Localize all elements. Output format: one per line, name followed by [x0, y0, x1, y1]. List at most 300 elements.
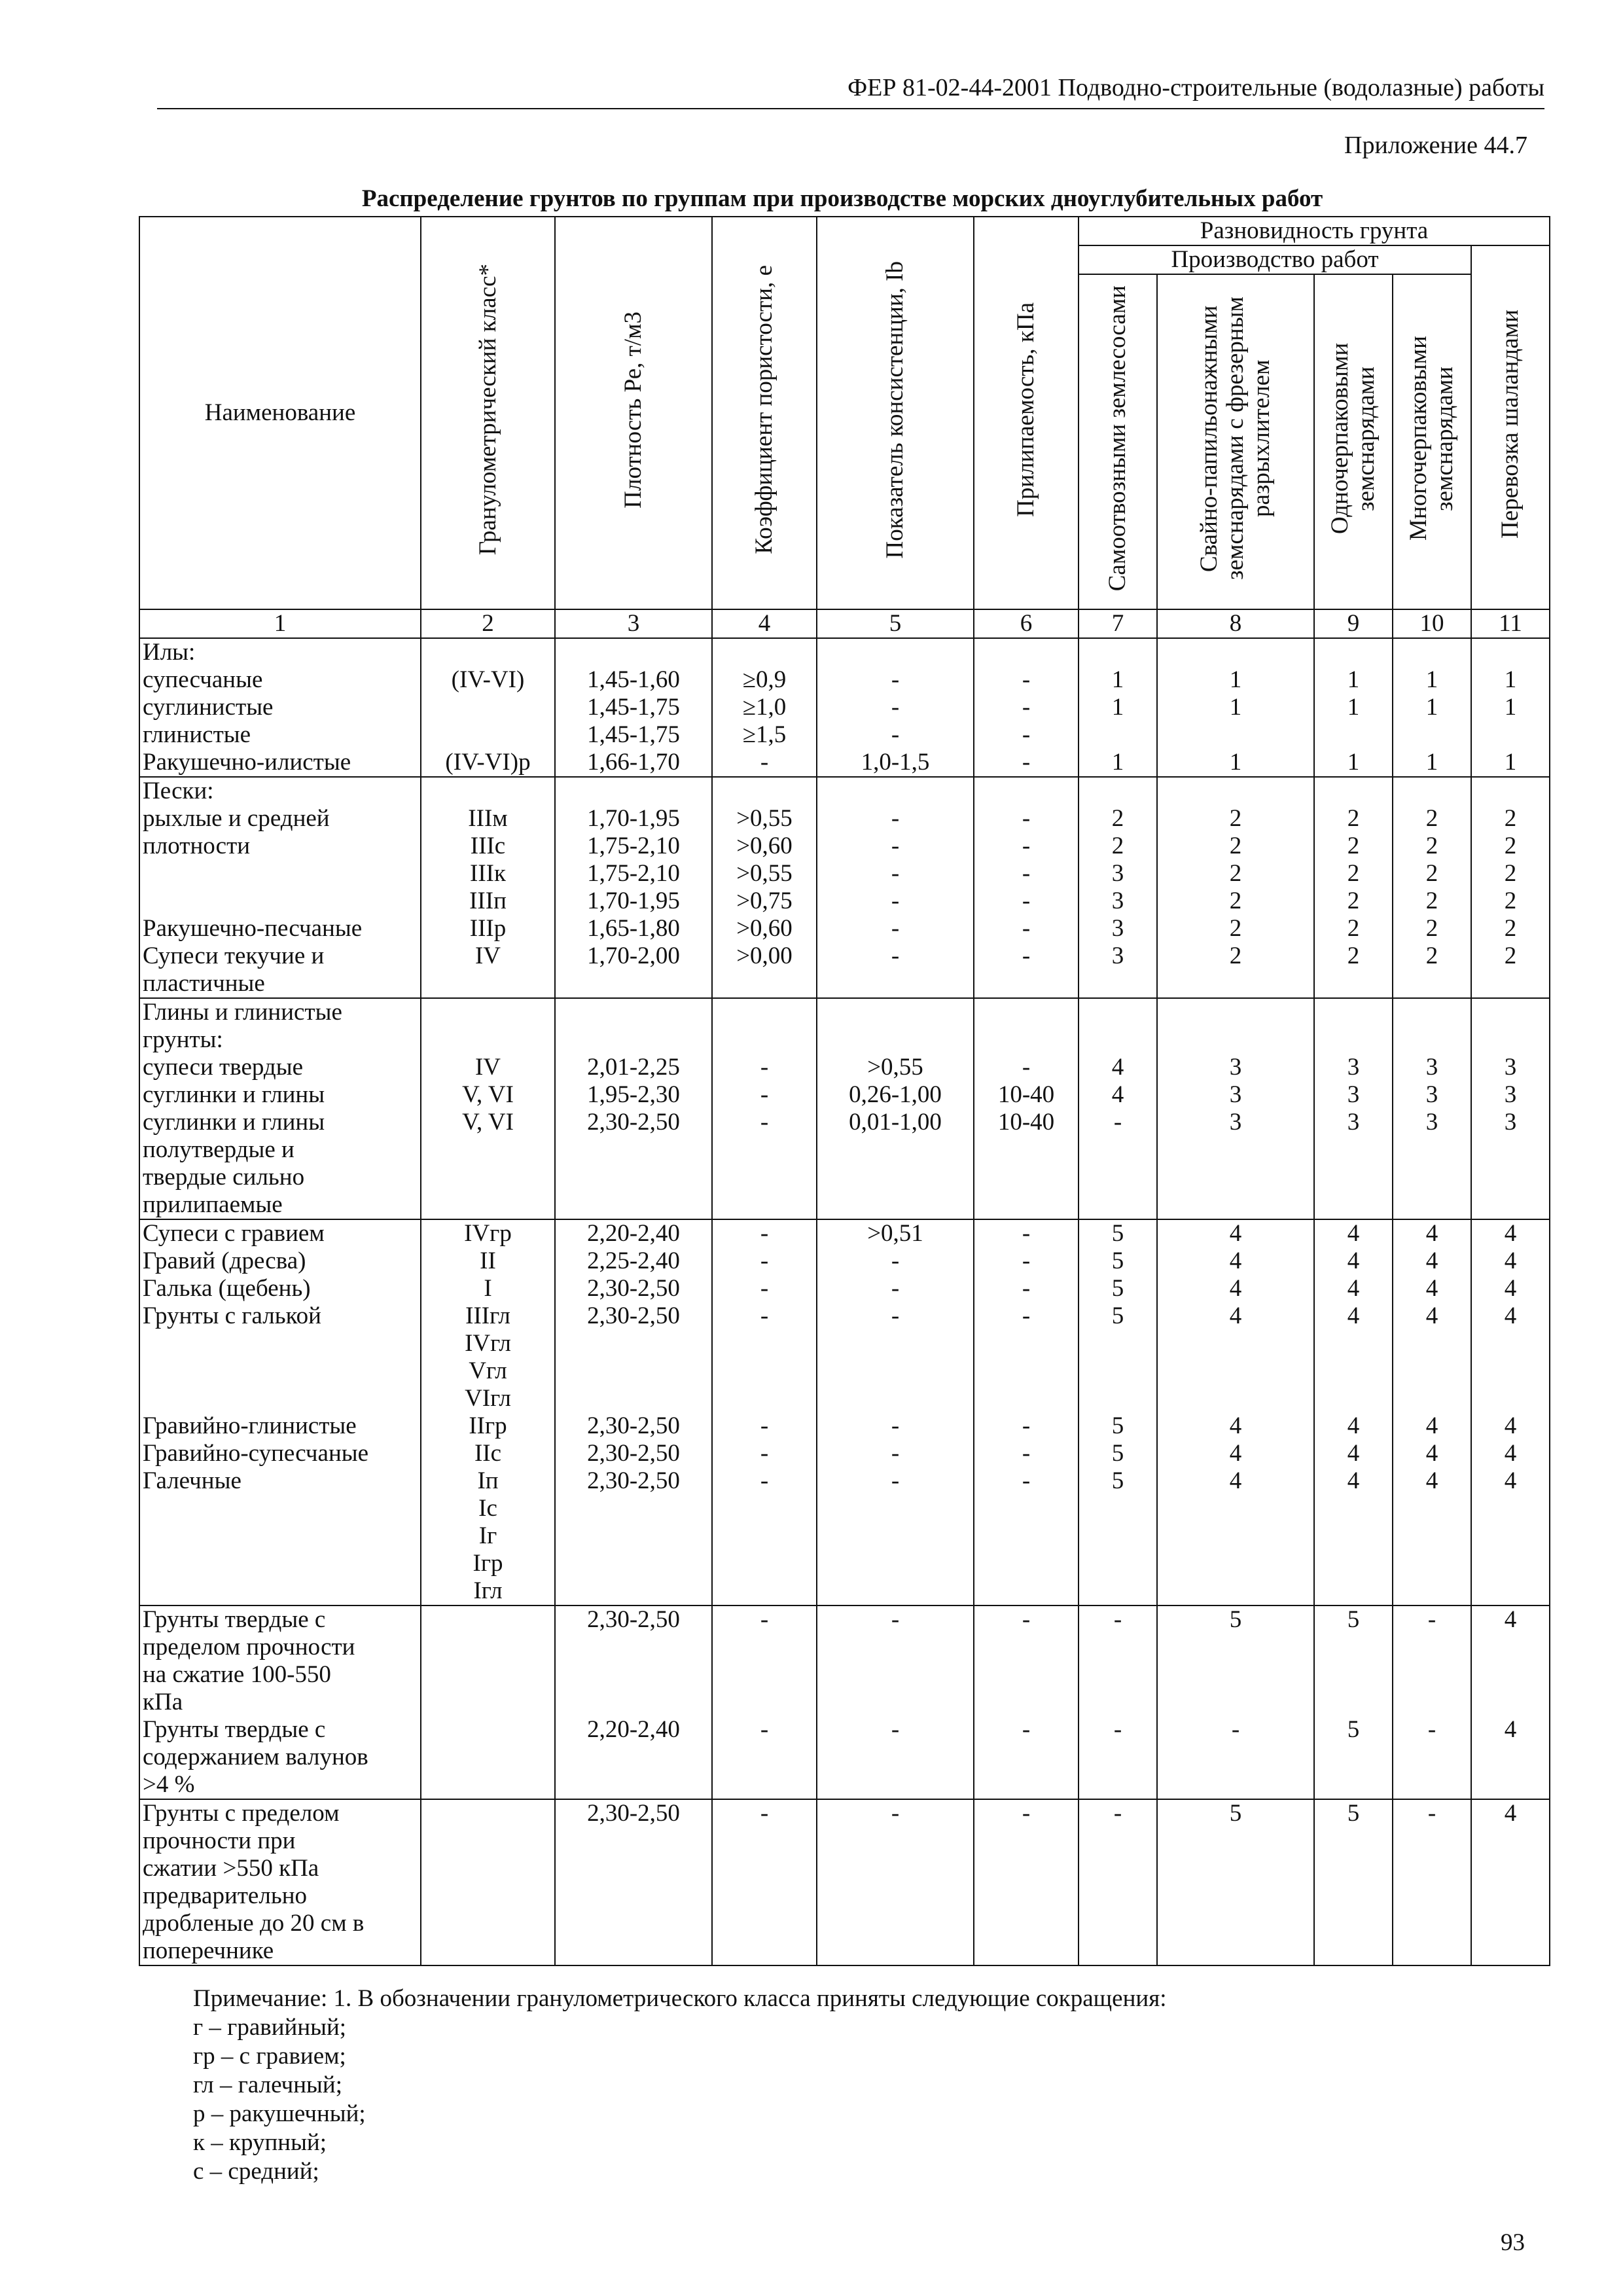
col-number: 8	[1157, 609, 1314, 638]
cell-col7	[1079, 998, 1157, 1219]
cell-line	[1317, 1937, 1389, 1965]
cell-line: 5	[1347, 1716, 1360, 1743]
cell-line	[1474, 639, 1546, 666]
header-col11: Перевозка шаландами	[1471, 245, 1550, 609]
cell-line: 1	[1425, 666, 1438, 693]
cell-line: -	[891, 1275, 900, 1302]
header-col7: Самоотвозными землесосами	[1079, 274, 1157, 609]
cell-line: (IV-VI)р	[445, 749, 531, 776]
cell-line: -	[1113, 1109, 1122, 1136]
header-density: Плотность Ре, т/м3	[555, 217, 712, 609]
cell-line	[1160, 1495, 1311, 1522]
cell-line: 4	[1229, 1275, 1242, 1302]
cell-porosity	[712, 1605, 817, 1799]
cell-line: 3	[1504, 1081, 1517, 1108]
cell-line	[977, 970, 1075, 997]
cell-col11	[1471, 777, 1550, 998]
cell-line: 5	[1111, 1440, 1124, 1467]
cell-line: >0,55	[736, 805, 793, 832]
cell-line: 0,26-1,00	[849, 1081, 942, 1108]
cell-porosity	[712, 777, 817, 998]
cell-line	[1396, 1689, 1468, 1716]
cell-line: 4	[1347, 1302, 1360, 1329]
cell-line	[1474, 721, 1546, 749]
cell-line: 3	[1504, 1054, 1517, 1081]
cell-line: -	[1022, 1302, 1031, 1329]
cell-line	[1082, 1550, 1154, 1577]
cell-line	[1317, 1827, 1389, 1855]
cell-line	[558, 1910, 709, 1937]
cell-line: -	[891, 1800, 900, 1827]
cell-line: Iг	[478, 1522, 497, 1549]
cell-line	[1082, 1855, 1154, 1882]
cell-line: 2	[1425, 888, 1438, 914]
cell-line	[1396, 1357, 1468, 1385]
cell-line: 2	[1229, 805, 1242, 832]
cell-name	[139, 777, 421, 998]
cell-line	[977, 999, 1075, 1026]
cell-line	[1160, 1550, 1311, 1577]
cell-line	[1396, 721, 1468, 749]
cell-line	[1317, 1910, 1389, 1937]
cell-density	[555, 1605, 712, 1799]
header-col9: Одночерпаковыми земснарядами	[1314, 274, 1393, 609]
cell-line: ≥1,5	[742, 721, 787, 748]
cell-col8	[1157, 1605, 1314, 1799]
cell-line	[1396, 639, 1468, 666]
cell-line: 3	[1111, 942, 1124, 969]
cell-line: -	[891, 666, 900, 693]
table-title: Распределение грунтов по группам при производстве морских дноуглубительных работ	[361, 185, 1323, 212]
cell-line: 2	[1425, 942, 1438, 969]
cell-line: 4	[1504, 1467, 1517, 1494]
cell-line	[977, 1191, 1075, 1219]
cell-line: 4	[1111, 1081, 1124, 1108]
note-item: с – средний;	[193, 2158, 319, 2185]
cell-line	[1082, 1164, 1154, 1191]
cell-line	[424, 1634, 552, 1661]
cell-line	[715, 1191, 813, 1219]
cell-col8	[1157, 998, 1314, 1219]
cell-line	[1474, 1689, 1546, 1716]
cell-line	[1474, 1634, 1546, 1661]
cell-line	[558, 1827, 709, 1855]
cell-line	[1082, 1827, 1154, 1855]
cell-porosity	[712, 998, 817, 1219]
cell-line: -	[760, 1081, 769, 1108]
cell-line: 4	[1347, 1275, 1360, 1302]
cell-line: 2	[1347, 915, 1360, 942]
appendix-label: Приложение 44.7	[1344, 132, 1527, 159]
cell-line	[1160, 1330, 1311, 1357]
cell-name	[139, 1605, 421, 1799]
cell-line: пределом прочности	[143, 1634, 355, 1660]
column-number-row	[139, 609, 1550, 638]
cell-line: -	[891, 833, 900, 859]
col-number: 1	[139, 609, 421, 638]
cell-line	[424, 1716, 552, 1744]
cell-line	[1160, 1910, 1311, 1937]
cell-line: 5	[1229, 1606, 1242, 1633]
cell-line	[424, 1744, 552, 1771]
soil-group-row	[139, 1799, 1550, 1965]
cell-line	[977, 1937, 1075, 1965]
cell-line: прочности при	[143, 1827, 296, 1854]
cell-line	[1317, 999, 1389, 1026]
cell-line	[558, 1550, 709, 1577]
cell-line: 2	[1229, 942, 1242, 969]
cell-line	[558, 1191, 709, 1219]
cell-line: IIIк	[470, 860, 506, 887]
cell-density	[555, 638, 712, 777]
table-note	[193, 1984, 1167, 2186]
cell-line	[424, 1689, 552, 1716]
cell-line	[1396, 999, 1468, 1026]
cell-line	[1317, 1550, 1389, 1577]
cell-line	[715, 1026, 813, 1054]
cell-line: 1	[1504, 694, 1517, 721]
cell-line	[424, 1771, 552, 1799]
cell-line	[1317, 1026, 1389, 1054]
cell-line: -	[1022, 1467, 1031, 1494]
cell-line: 2,30-2,50	[587, 1275, 680, 1302]
cell-line: 1	[1229, 666, 1242, 693]
cell-line: Грунты с пределом	[143, 1800, 340, 1827]
cell-line: 1	[1111, 749, 1124, 776]
cell-line: -	[760, 1275, 769, 1302]
cell-line: 4	[1229, 1412, 1242, 1439]
cell-line	[1160, 1855, 1311, 1882]
cell-line: твердые сильно	[143, 1164, 305, 1191]
cell-line: 2	[1504, 915, 1517, 942]
cell-line	[1160, 1026, 1311, 1054]
cell-col10	[1393, 638, 1471, 777]
cell-line: Пески:	[143, 778, 214, 804]
cell-line: 4	[1504, 1220, 1517, 1247]
cell-line	[1396, 1661, 1468, 1689]
cell-line: 10-40	[997, 1109, 1055, 1136]
cell-line	[1160, 1522, 1311, 1550]
cell-line: -	[891, 694, 900, 721]
cell-line: -	[760, 1467, 769, 1494]
cell-line	[977, 1744, 1075, 1771]
col-number: 5	[817, 609, 974, 638]
cell-line: 1	[1111, 694, 1124, 721]
cell-line: 2,01-2,25	[587, 1054, 680, 1081]
note-item: гр – с гравием;	[193, 2043, 346, 2070]
cell-line: 1,70-1,95	[587, 805, 680, 832]
cell-line: 4	[1347, 1247, 1360, 1274]
cell-line: Галька (щебень)	[143, 1275, 311, 1302]
cell-line	[558, 999, 709, 1026]
cell-gran-class	[421, 1799, 555, 1965]
cell-col10	[1393, 1605, 1471, 1799]
cell-line	[715, 1136, 813, 1164]
cell-line: 1,70-1,95	[587, 888, 680, 914]
cell-line: -	[1427, 1606, 1436, 1633]
cell-line: 0,01-1,00	[849, 1109, 942, 1136]
cell-line: 2	[1504, 888, 1517, 914]
cell-line	[143, 1495, 418, 1522]
cell-col11	[1471, 1605, 1550, 1799]
cell-line	[715, 1495, 813, 1522]
col-number: 9	[1314, 609, 1393, 638]
cell-line	[1317, 1689, 1389, 1716]
cell-line	[1317, 1330, 1389, 1357]
cell-line: 2	[1425, 805, 1438, 832]
cell-line	[1160, 1882, 1311, 1910]
cell-line	[715, 1661, 813, 1689]
cell-line	[977, 1634, 1075, 1661]
cell-line: 5	[1347, 1606, 1360, 1633]
cell-line: 2	[1229, 888, 1242, 914]
cell-line: 4	[1425, 1220, 1438, 1247]
cell-line	[1160, 1771, 1311, 1799]
cell-line	[1317, 1495, 1389, 1522]
cell-line	[1160, 721, 1311, 749]
cell-line: 3	[1347, 1054, 1360, 1081]
cell-line: 2,20-2,40	[587, 1716, 680, 1743]
cell-line	[1160, 1827, 1311, 1855]
cell-line: V, VI	[462, 1081, 514, 1108]
cell-line: 1	[1111, 666, 1124, 693]
cell-col7	[1079, 777, 1157, 998]
cell-line: 1,45-1,60	[587, 666, 680, 693]
cell-line	[424, 1827, 552, 1855]
cell-line: 3	[1111, 888, 1124, 914]
cell-line	[820, 1577, 971, 1605]
cell-line: >0,55	[867, 1054, 923, 1081]
cell-line	[820, 1882, 971, 1910]
cell-line: II	[480, 1247, 496, 1274]
cell-line	[820, 1357, 971, 1385]
cell-line	[424, 1800, 552, 1827]
cell-line	[1396, 1191, 1468, 1219]
cell-line: суглинки и глины	[143, 1109, 325, 1136]
cell-line	[715, 999, 813, 1026]
cell-line	[1160, 639, 1311, 666]
cell-line	[820, 1634, 971, 1661]
header-col8: Свайно-папильонажными земснарядами с фрезерным разрыхлителем	[1157, 274, 1314, 609]
cell-line: -	[1022, 1440, 1031, 1467]
cell-line: на сжатие 100-550	[143, 1661, 331, 1688]
cell-line	[1082, 1771, 1154, 1799]
cell-line	[143, 1385, 418, 1412]
cell-line: IIгр	[469, 1412, 507, 1439]
cell-line: 5	[1111, 1467, 1124, 1494]
cell-line: IVгр	[464, 1220, 512, 1247]
cell-line	[558, 1855, 709, 1882]
cell-line	[820, 1689, 971, 1716]
cell-line	[424, 999, 552, 1026]
cell-line: -	[1022, 749, 1031, 776]
cell-line: I	[484, 1275, 492, 1302]
cell-line	[1474, 999, 1546, 1026]
header-adhesion: Прилипаемость, кПа	[974, 217, 1079, 609]
cell-line	[820, 1026, 971, 1054]
cell-line	[1474, 1771, 1546, 1799]
cell-line	[1082, 970, 1154, 997]
cell-line: 2,30-2,50	[587, 1109, 680, 1136]
cell-name	[139, 998, 421, 1219]
header-porosity: Коэффициент пористости, е	[712, 217, 817, 609]
cell-line	[1160, 1385, 1311, 1412]
header-consistency: Показатель консистенции, Ib	[817, 217, 974, 609]
cell-line: прилипаемые	[143, 1191, 283, 1218]
cell-line: 5	[1111, 1412, 1124, 1439]
cell-line: 5	[1111, 1302, 1124, 1329]
cell-line	[1396, 1136, 1468, 1164]
cell-line	[1082, 1634, 1154, 1661]
cell-line: Ракушечно-илистые	[143, 749, 351, 776]
cell-line	[977, 1855, 1075, 1882]
cell-line: Галечные	[143, 1467, 241, 1494]
cell-line	[977, 1522, 1075, 1550]
cell-line	[1082, 1577, 1154, 1605]
cell-line: -	[760, 1606, 769, 1633]
cell-line: 2	[1425, 860, 1438, 887]
cell-line: 2	[1347, 805, 1360, 832]
cell-line	[558, 1330, 709, 1357]
cell-line: -	[1022, 805, 1031, 832]
cell-line: -	[760, 1412, 769, 1439]
cell-line	[715, 1577, 813, 1605]
header-gran-class: Гранулометрический класс*	[421, 217, 555, 609]
cell-line: 5	[1111, 1275, 1124, 1302]
cell-col11	[1471, 1799, 1550, 1965]
cell-line: -	[760, 1800, 769, 1827]
cell-consistency	[817, 1605, 974, 1799]
cell-line	[715, 1744, 813, 1771]
cell-line	[820, 1937, 971, 1965]
header-name: Наименование	[139, 217, 421, 609]
cell-line: супесчаные	[143, 666, 263, 693]
cell-line: IVгл	[465, 1330, 511, 1357]
cell-line	[1160, 1661, 1311, 1689]
cell-line: -	[1022, 1054, 1031, 1081]
cell-adhesion	[974, 1219, 1079, 1605]
cell-line	[977, 1385, 1075, 1412]
cell-line	[1396, 1937, 1468, 1965]
cell-line: 2	[1111, 833, 1124, 859]
cell-line	[977, 1026, 1075, 1054]
cell-line	[1396, 1744, 1468, 1771]
cell-line	[558, 1937, 709, 1965]
cell-col8	[1157, 1799, 1314, 1965]
cell-line	[1396, 970, 1468, 997]
header-col10: Многочерпаковыми земснарядами	[1393, 274, 1471, 609]
cell-line	[1317, 639, 1389, 666]
cell-line	[1082, 1689, 1154, 1716]
cell-col9	[1314, 1799, 1393, 1965]
cell-line	[424, 1910, 552, 1937]
cell-line: 3	[1425, 1054, 1438, 1081]
cell-line	[1474, 1855, 1546, 1882]
cell-line	[1396, 1330, 1468, 1357]
cell-line: -	[760, 749, 769, 776]
cell-line: 2	[1504, 833, 1517, 859]
cell-line	[1396, 1550, 1468, 1577]
cell-col7	[1079, 1605, 1157, 1799]
cell-line	[1474, 1882, 1546, 1910]
cell-line: 5	[1111, 1220, 1124, 1247]
cell-line: >0,60	[736, 833, 793, 859]
cell-line	[1396, 778, 1468, 805]
cell-line: Грунты с галькой	[143, 1302, 321, 1329]
cell-line	[558, 1771, 709, 1799]
cell-line	[1082, 1357, 1154, 1385]
cell-line	[558, 1744, 709, 1771]
cell-line	[1082, 1882, 1154, 1910]
cell-adhesion	[974, 1799, 1079, 1965]
cell-line	[977, 1689, 1075, 1716]
cell-line	[1082, 1330, 1154, 1357]
cell-line: ≥0,9	[742, 666, 787, 693]
cell-line	[820, 1855, 971, 1882]
cell-line: 1	[1504, 749, 1517, 776]
cell-line	[977, 1771, 1075, 1799]
cell-line: 4	[1504, 1716, 1517, 1743]
cell-line	[1317, 1882, 1389, 1910]
cell-line: поперечнике	[143, 1937, 274, 1964]
cell-line	[977, 1550, 1075, 1577]
cell-line: IIIм	[468, 805, 508, 832]
cell-line: предварительно	[143, 1882, 307, 1909]
cell-line: 4	[1504, 1247, 1517, 1274]
cell-line: 1,65-1,80	[587, 915, 680, 942]
cell-line	[558, 970, 709, 997]
cell-line	[1474, 1522, 1546, 1550]
cell-line	[715, 639, 813, 666]
cell-line	[1160, 970, 1311, 997]
note-item: гл – галечный;	[193, 2072, 342, 2098]
cell-line	[977, 1164, 1075, 1191]
cell-line	[715, 1550, 813, 1577]
cell-line	[1474, 1164, 1546, 1191]
cell-line	[1082, 721, 1154, 749]
cell-line: 4	[1425, 1247, 1438, 1274]
cell-line: 4	[1504, 1606, 1517, 1633]
cell-line	[143, 1330, 418, 1357]
cell-line: 4	[1229, 1302, 1242, 1329]
cell-line	[424, 1937, 552, 1965]
cell-line	[1160, 1689, 1311, 1716]
cell-line	[977, 1661, 1075, 1689]
cell-line: -	[891, 860, 900, 887]
cell-line	[424, 1136, 552, 1164]
cell-line: -	[760, 1247, 769, 1274]
cell-gran-class	[421, 1219, 555, 1605]
cell-line: грунты:	[143, 1026, 223, 1053]
cell-line: 1,66-1,70	[587, 749, 680, 776]
cell-line: Iп	[477, 1467, 499, 1494]
cell-line	[1474, 970, 1546, 997]
note-item: р – ракушечный;	[193, 2100, 366, 2127]
cell-name	[139, 1799, 421, 1965]
cell-line	[1082, 1495, 1154, 1522]
cell-line: 4	[1504, 1412, 1517, 1439]
cell-line: 2	[1347, 833, 1360, 859]
note-item: к – крупный;	[193, 2129, 327, 2156]
cell-line	[715, 970, 813, 997]
cell-line	[1317, 1661, 1389, 1689]
cell-line: Iгл	[473, 1577, 503, 1604]
cell-consistency	[817, 638, 974, 777]
cell-line	[820, 1495, 971, 1522]
cell-col11	[1471, 998, 1550, 1219]
cell-line: 4	[1504, 1302, 1517, 1329]
cell-line: 4	[1504, 1440, 1517, 1467]
